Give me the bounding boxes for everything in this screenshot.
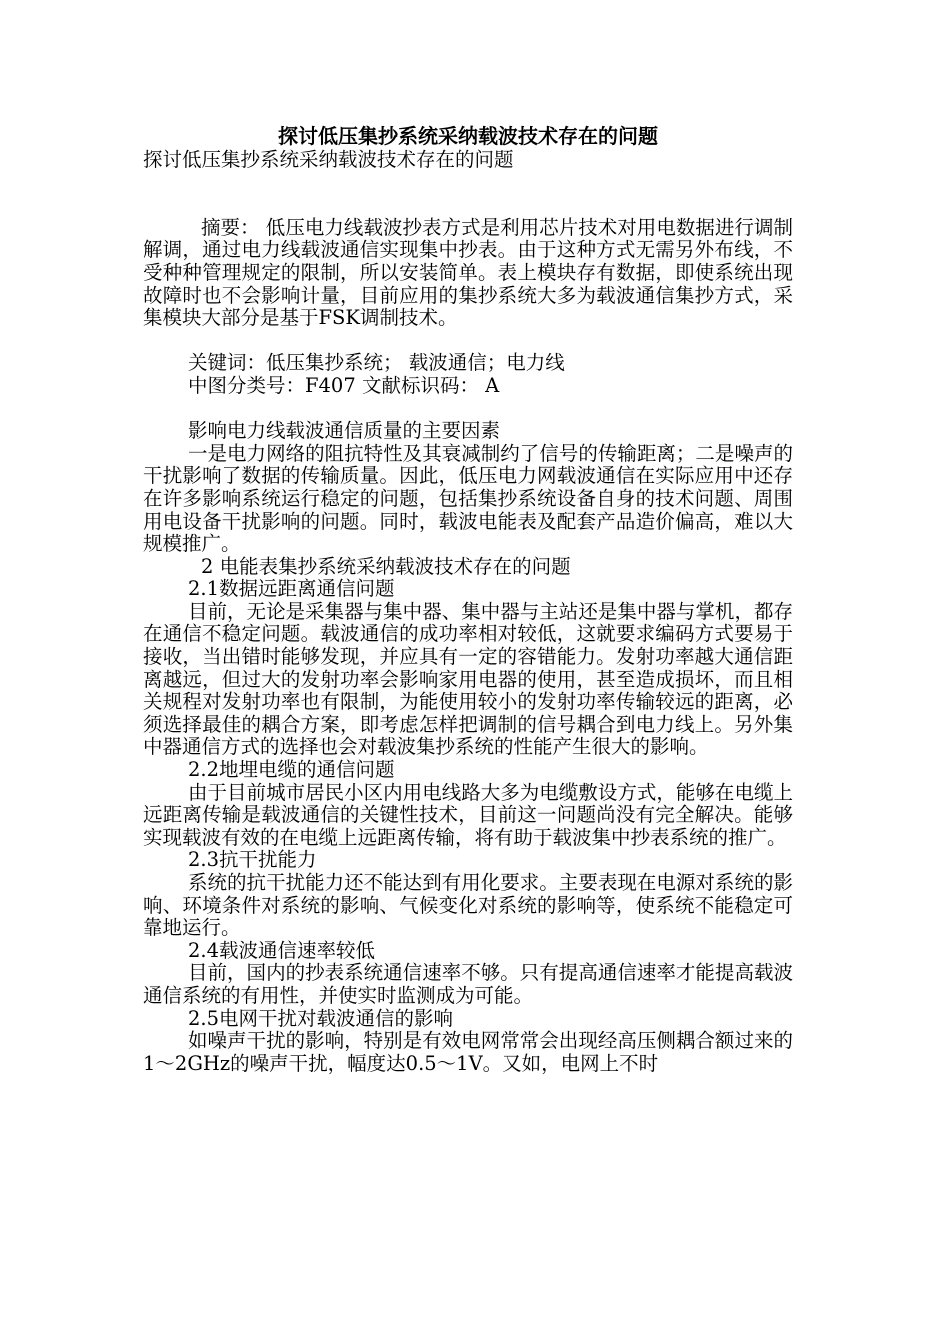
factors-heading: 影响电力线载波通信质量的主要因素 (188, 419, 501, 443)
document-body (143, 149, 793, 1075)
section-2-3-paragraph: 系统的抗干扰能力还不能达到有用化要求。主要表现在电源对系统的影响、环境条件对系统的影响、气候变化对系统的影响等，使系统不能稳定可靠地运行。 (143, 871, 793, 940)
section-2-4-heading: 2.4载波通信速率较低 (188, 938, 376, 962)
section-2-heading: 2 电能表集抄系统采纳载波技术存在的问题 (201, 554, 571, 578)
factors-paragraph: 一是电力网络的阻抗特性及其衰减制约了信号的传输距离；二是噪声的干扰影响了数据的传输质量。因此，低压电力网载波通信在实际应用中还存在许多影响系统运行稳定的问题，包括集抄系统设备自身的技术问题、周围用电设备干扰影响的问题。同时，载波电能表及配套产品造价偏高，难以大规模推广。 (143, 441, 793, 556)
classification-line: 中图分类号：F407 文献标识码： A (188, 373, 500, 397)
section-2-4-paragraph: 目前，国内的抄表系统通信速率不够。只有提高通信速率才能提高载波通信系统的有用性，并使实时监测成为可能。 (143, 961, 793, 1007)
abstract-paragraph: 摘要： 低压电力线载波抄表方式是利用芯片技术对用电数据进行调制解调，通过电力线载波通信实现集中抄表。由于这种方式无需另外布线，不受种种管理规定的限制，所以安装简单。表上模块存有数据，即使系统出现故障时也不会影响计量，目前应用的集抄系统大多为载波通信集抄方式，采集模块大部分是基于FSK调制技术。 (143, 215, 793, 330)
spacer (143, 194, 793, 217)
section-2-5-heading: 2.5电网干扰对载波通信的影响 (188, 1006, 454, 1030)
document-title: 探讨低压集抄系统采纳载波技术存在的问题 (278, 124, 658, 148)
spacer (143, 172, 793, 195)
document-subtitle: 探讨低压集抄系统采纳载波技术存在的问题 (143, 148, 514, 171)
keywords-line: 关键词：低压集抄系统； 载波通信；电力线 (188, 351, 565, 375)
spacer (143, 398, 793, 421)
section-2-2-paragraph: 由于目前城市居民小区内用电线路大多为电缆敷设方式，能够在电缆上远距离传输是载波通信的关键性技术，目前这一问题尚没有完全解决。能够实现载波有效的在电缆上远距离传输，将有助于载波集中抄表系统的推广。 (143, 780, 793, 849)
section-2-3-heading: 2.3抗干扰能力 (188, 848, 317, 872)
section-2-2-heading: 2.2地埋电缆的通信问题 (188, 758, 395, 782)
section-2-1-heading: 2.1数据远距离通信问题 (188, 577, 395, 601)
section-2-1-paragraph: 目前，无论是采集器与集中器、集中器与主站还是集中器与掌机，都存在通信不稳定问题。载波通信的成功率相对较低，这就要求编码方式要易于接收，当出错时能够发现，并应具有一定的容错能力。发射功率越大通信距离越远，但过大的发射功率会影响家用电器的使用，甚至造成损坏，而且相关规程对发射功率也有限制，为能使用较小的发射功率传输较远的距离，必须选择最佳的耦合方案，即考虑怎样把调制的信号耦合到电力线上。另外集中器通信方式的选择也会对载波集抄系统的性能产生很大的影响。 (143, 599, 793, 759)
section-2-5-paragraph: 如噪声干扰的影响，特别是有效电网常常会出现经高压侧耦合额过来的1～2GHz的噪声干扰，幅度达0.5～1V。又如，电网上不时 (143, 1029, 793, 1075)
spacer (143, 330, 793, 353)
